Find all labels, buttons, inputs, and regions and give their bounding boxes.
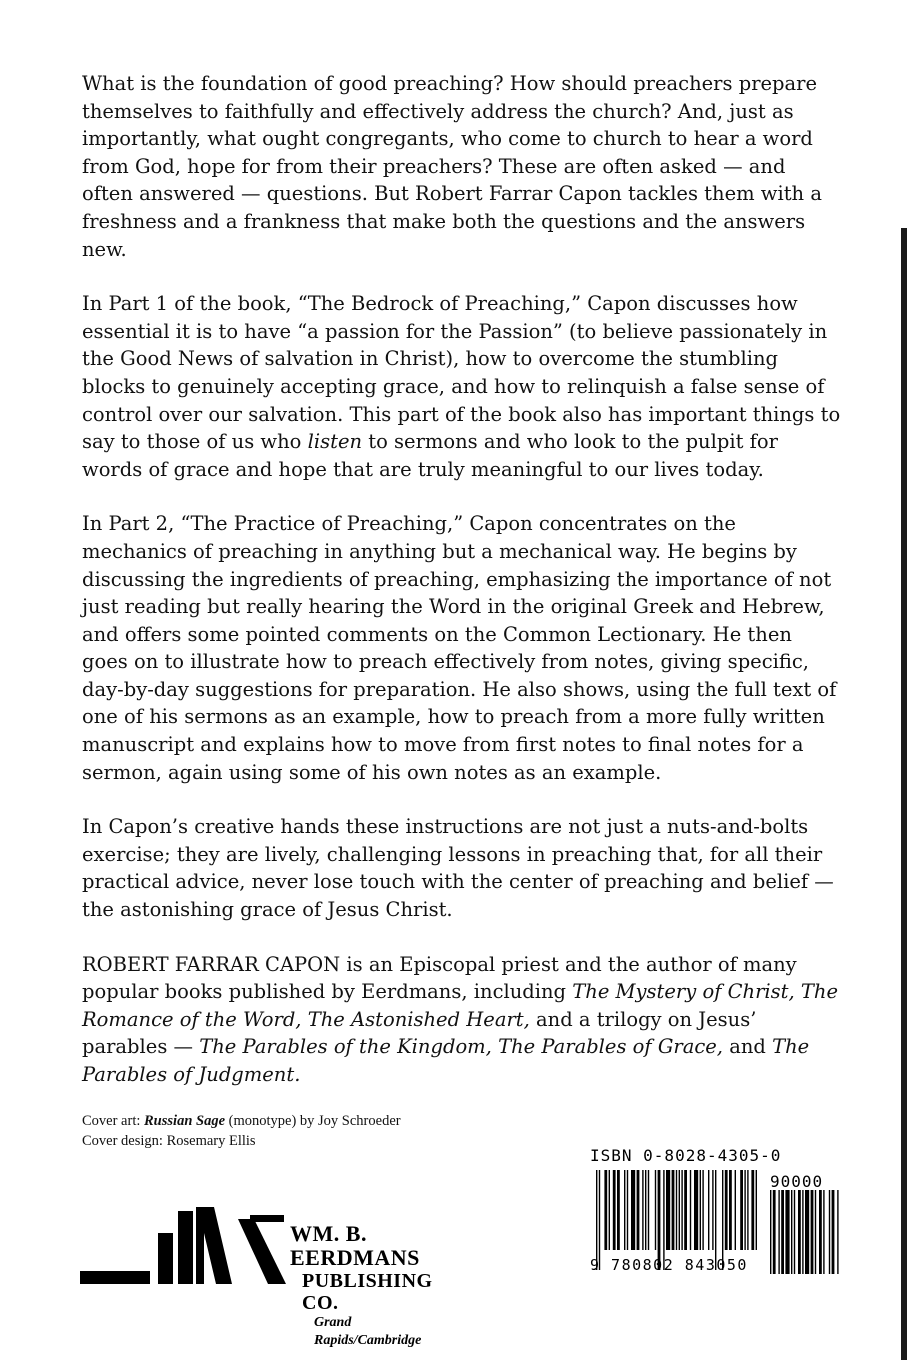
- page-edge-shadow: [901, 228, 907, 1360]
- publisher-logo-bar: [80, 1271, 150, 1284]
- publisher-name: [290, 1222, 460, 1350]
- author-bio-mid: and a trilogy on Jesus’ parables —: [82, 1007, 757, 1059]
- paragraph-intro: What is the foundation of good preaching? How should preachers prepare themselves to faithfully and effectively address the church? And, just as importantly, what ought congregants, who come to church to hear a word from God, hope for from their preachers? These are often asked — and often answered — questions. But Robert Farrar Capon tackles them with a freshness and a frankness that make both the questions and the answers new.: [82, 72, 822, 261]
- book-title-2: The Romance of the Word,: [82, 980, 839, 1031]
- publisher-line-1: WM. B. EERDMANS: [290, 1221, 420, 1270]
- paragraph-conclusion: In Capon’s creative hands these instructions are not just a nuts-and-bolts exercise; they are lively, challenging lessons in preaching that, for all their practical advice, never lose touch with the center of preaching and belief — the astonishing grace of Jesus Christ.: [82, 815, 834, 922]
- paragraph-part-1-text-b: to sermons and who look to the pulpit for words of grace and hope that are truly meaningful to our lives today.: [82, 430, 778, 481]
- paragraph-part-1-text-a: In Part 1 of the book, “The Bedrock of Preaching,” Capon discusses how essential it is to have “a passion for the Passion” (to believe passionately in the Good News of salvation in Christ), how to overcome the stumbling blocks to genuinely accepting grace, and how to relinquish a false sense of control over our salvation. This part of the book also has important things to say to those of us who: [82, 292, 841, 454]
- author-bio-and: and: [723, 1035, 773, 1059]
- book-title-1: The Mystery of Christ,: [572, 980, 795, 1004]
- author-bio: [82, 951, 842, 1089]
- publisher-books-icon: [158, 1205, 308, 1290]
- book-title-3: The Astonished Heart,: [307, 1007, 530, 1031]
- paragraph-part-1-emphasis: listen: [307, 430, 363, 454]
- cover-art-title: Russian Sage: [144, 1113, 226, 1129]
- publisher-logo: [80, 1205, 460, 1348]
- isbn-barcode: [590, 1146, 845, 1278]
- paragraph-part-1: [82, 290, 842, 483]
- isbn-label: ISBN 0-8028-4305-0: [590, 1146, 782, 1165]
- addon-barcode-bars: [768, 1190, 843, 1276]
- cover-art-rest: (monotype) by Joy Schroeder: [225, 1113, 401, 1129]
- cover-design-credit: Cover design: Rosemary Ellis: [82, 1133, 256, 1149]
- author-bio-lead: ROBERT FARRAR CAPON is an Episcopal priest and the author of many popular books published by Eerdmans, including: [82, 952, 797, 1004]
- paragraph-part-2: In Part 2, “The Practice of Preaching,” Capon concentrates on the mechanics of preaching in anything but a mechanical way. He begins by discussing the ingredients of preaching, emphasizing the importance of not just reading but really hearing the Word in the original Greek and Hebrew, and offers some pointed comments on the Common Lectionary. He then goes on to illustrate how to preach effectively from notes, giving specific, day-by-day suggestions for preparation. He also shows, using the full text of one of his sermons as an example, how to preach from a more fully written manuscript and explains how to move from first notes to final notes for a sermon, again using some of his own notes as an example.: [82, 512, 837, 784]
- cover-credits: [82, 1111, 401, 1151]
- book-title-4: The Parables of the Kingdom,: [199, 1035, 492, 1059]
- book-title-5: The Parables of Grace,: [498, 1035, 724, 1059]
- ean-digits: 9 780802 843050: [590, 1256, 748, 1274]
- publisher-location: Grand Rapids/Cambridge: [314, 1315, 422, 1348]
- price-code: 90000: [770, 1172, 824, 1191]
- book-title-6: The Parables of Judgment.: [82, 1035, 810, 1086]
- cover-art-credit: [82, 1111, 401, 1131]
- cover-copy: [82, 70, 842, 1116]
- cover-art-label: Cover art:: [82, 1113, 145, 1129]
- publisher-line-2: PUBLISHING CO.: [302, 1270, 433, 1314]
